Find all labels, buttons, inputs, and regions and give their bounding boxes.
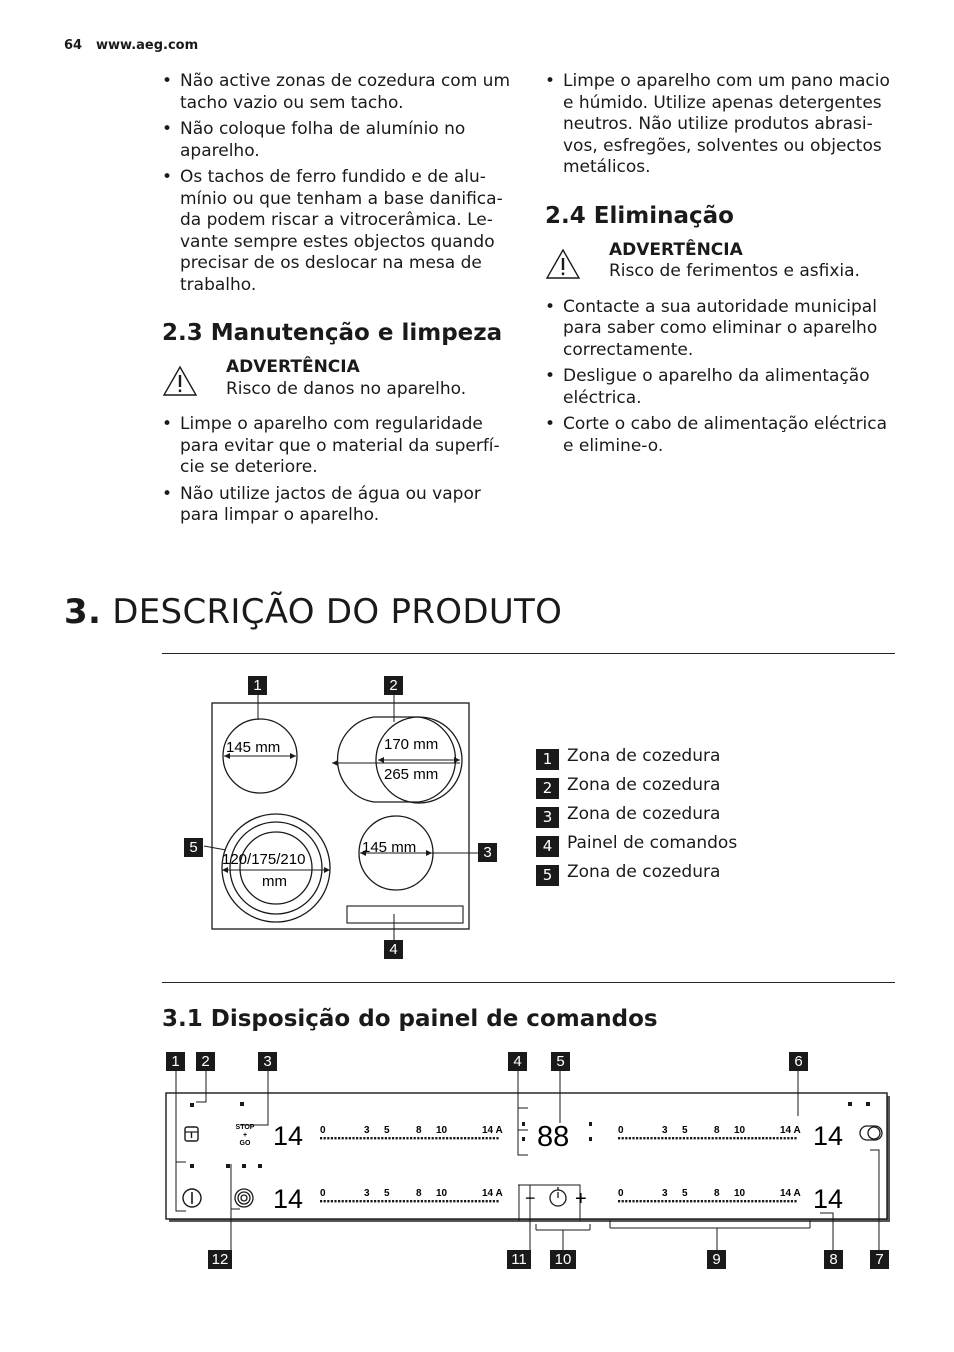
slider-segment: [629, 1200, 631, 1202]
slider-segment: [457, 1137, 459, 1139]
slider-segment: [622, 1200, 624, 1202]
callout-2: 2: [384, 676, 403, 695]
slider-segment: [744, 1200, 746, 1202]
slider-segment: [410, 1200, 412, 1202]
slider-segment: [385, 1200, 387, 1202]
slider-segment: [399, 1200, 401, 1202]
slider-segment: [428, 1200, 430, 1202]
timer-value: 88: [537, 1121, 570, 1153]
slider-segment: [683, 1200, 685, 1202]
slider-segment: [636, 1137, 638, 1139]
display-zone-1: 14: [273, 1121, 304, 1151]
slider-segment: [712, 1137, 714, 1139]
scale-label: 14 A: [780, 1125, 801, 1136]
slider-segment: [776, 1200, 778, 1202]
scale-label: 10: [734, 1188, 746, 1199]
slider-segment: [773, 1200, 775, 1202]
slider-segment: [650, 1200, 652, 1202]
slider-segment: [320, 1200, 322, 1202]
slider-segment: [406, 1200, 408, 1202]
control-panel-outline: [347, 906, 463, 923]
slider-segment: [622, 1137, 624, 1139]
slider-segment: [464, 1137, 466, 1139]
warning-title: ADVERTÊNCIA: [226, 357, 360, 377]
slider-segment: [360, 1137, 362, 1139]
slider-segment: [647, 1200, 649, 1202]
header-url[interactable]: www.aeg.com: [96, 38, 199, 53]
scale-label: 0: [618, 1125, 624, 1136]
slider-segment: [338, 1137, 340, 1139]
slider-segment: [686, 1200, 688, 1202]
slider-segment: [356, 1200, 358, 1202]
slider-segment: [342, 1200, 344, 1202]
slider-segment: [744, 1137, 746, 1139]
slider-segment: [791, 1200, 793, 1202]
slider-segment: [697, 1200, 699, 1202]
slider-segment: [349, 1200, 351, 1202]
slider-segment: [374, 1137, 376, 1139]
slider-segment: [417, 1200, 419, 1202]
scale-label: 5: [384, 1125, 390, 1136]
slider-segment: [737, 1137, 739, 1139]
slider-segment: [331, 1137, 333, 1139]
slider-segment: [766, 1137, 768, 1139]
slider-segment: [690, 1200, 692, 1202]
svg-text:GO: GO: [239, 1140, 251, 1147]
scale-label: 8: [416, 1188, 422, 1199]
scale-label: 5: [682, 1125, 688, 1136]
panel-callout-6: 6: [789, 1052, 808, 1071]
slider-segment: [737, 1200, 739, 1202]
slider-segment: [787, 1137, 789, 1139]
cooking-zone-5-outer: [222, 814, 330, 922]
slider-segment: [399, 1137, 401, 1139]
slider-segment: [647, 1137, 649, 1139]
scale-label: 14 A: [780, 1188, 801, 1199]
slider-segment: [625, 1200, 627, 1202]
slider-segment: [697, 1137, 699, 1139]
slider-segment: [392, 1200, 394, 1202]
slider-segment: [406, 1137, 408, 1139]
bullet-list-right-top: [545, 71, 901, 179]
slider-segment: [715, 1137, 717, 1139]
slider-segment: [435, 1137, 437, 1139]
slider-segment: [751, 1200, 753, 1202]
display-zone-2: 14: [273, 1184, 304, 1214]
section-3-1-heading: 3.1 Disposição do painel de comandos: [162, 1006, 658, 1032]
slider-segment: [334, 1200, 336, 1202]
chapter-heading: 3. DESCRIÇÃO DO PRODUTO: [64, 592, 563, 632]
slider-segment: [345, 1137, 347, 1139]
callout-5: 5: [184, 838, 203, 857]
slider-segment: [730, 1200, 732, 1202]
slider-segment: [654, 1137, 656, 1139]
panel-callout-4: 4: [508, 1052, 527, 1071]
panel-callout-11: 11: [507, 1250, 531, 1269]
slider-segment: [712, 1200, 714, 1202]
slider-segment: [381, 1200, 383, 1202]
scale-label: 10: [436, 1188, 448, 1199]
warning-icon: [545, 248, 581, 280]
timer-plus-button[interactable]: +: [575, 1188, 587, 1210]
slider-segment: [378, 1137, 380, 1139]
slider-segment: [446, 1137, 448, 1139]
slider-segment: [694, 1137, 696, 1139]
slider-segment: [780, 1200, 782, 1202]
slider-segment: [468, 1200, 470, 1202]
section-2-3-heading: 2.3 Manutenção e limpeza: [162, 320, 503, 346]
slider-segment: [435, 1200, 437, 1202]
slider-segment: [640, 1137, 642, 1139]
slider-segment: [676, 1200, 678, 1202]
slider-segment: [428, 1137, 430, 1139]
slider-segment: [740, 1200, 742, 1202]
slider-segment: [701, 1200, 703, 1202]
scale-label: 3: [662, 1125, 668, 1136]
slider-segment: [324, 1200, 326, 1202]
left-column: [162, 71, 522, 532]
callout-3: 3: [478, 843, 497, 862]
slider-segment: [762, 1200, 764, 1202]
slider-segment: [762, 1137, 764, 1139]
hob-diagram: [160, 670, 520, 970]
slider-segment: [460, 1137, 462, 1139]
slider-segment: [694, 1200, 696, 1202]
slider-segment: [468, 1137, 470, 1139]
slider-segment: [388, 1200, 390, 1202]
warning-block: [545, 240, 901, 283]
divider: [162, 653, 895, 654]
slider-segment: [665, 1137, 667, 1139]
display-zone-3: 14: [813, 1121, 844, 1151]
panel-callout-5: 5: [551, 1052, 570, 1071]
slider-segment: [496, 1200, 498, 1202]
right-column: [545, 71, 901, 462]
slider-segment: [701, 1137, 703, 1139]
slider-segment: [733, 1137, 735, 1139]
slider-segment: [396, 1137, 398, 1139]
list-item: • Não active zonas de cozedura com um tacho vazio ou sem tacho.: [162, 71, 522, 114]
slider-segment: [320, 1137, 322, 1139]
scale-label: 0: [320, 1188, 326, 1199]
slider-segment: [424, 1200, 426, 1202]
scale-label: 10: [436, 1125, 448, 1136]
slider-segment: [769, 1200, 771, 1202]
slider-segment: [672, 1137, 674, 1139]
zone3-dimension: 145 mm: [362, 839, 417, 856]
slider-segment: [439, 1200, 441, 1202]
slider-segment: [722, 1200, 724, 1202]
slider-segment: [471, 1137, 473, 1139]
scale-label: 5: [682, 1188, 688, 1199]
slider-segment: [625, 1137, 627, 1139]
scale-label: 3: [364, 1188, 370, 1199]
slider-segment: [679, 1137, 681, 1139]
slider-segment: [787, 1200, 789, 1202]
slider-segment: [632, 1137, 634, 1139]
list-item: • Contacte a sua autoridade municipal para saber como eliminar o aparelho correctamente.: [545, 297, 901, 362]
slider-segment: [791, 1137, 793, 1139]
slider-segment: [478, 1200, 480, 1202]
slider-segment: [748, 1200, 750, 1202]
slider-segment: [334, 1137, 336, 1139]
panel-callout-8: 8: [824, 1250, 843, 1269]
zone2-dimension-a: 170 mm: [384, 736, 439, 753]
slider-segment: [324, 1137, 326, 1139]
slider-segment: [640, 1200, 642, 1202]
scale-label: 3: [364, 1125, 370, 1136]
slider-segment: [338, 1200, 340, 1202]
slider-segment: [704, 1200, 706, 1202]
scale-label: 8: [714, 1188, 720, 1199]
slider-segment: [489, 1137, 491, 1139]
slider-segment: [367, 1137, 369, 1139]
slider-segment: [450, 1200, 452, 1202]
slider-segment: [755, 1200, 757, 1202]
slider-segment: [661, 1137, 663, 1139]
slider-segment: [755, 1137, 757, 1139]
list-item: • Limpe o aparelho com regularidade para evitar que o material da superfí- cie se deteriore.: [162, 414, 522, 479]
list-item: • Limpe o aparelho com um pano macio e húmido. Utilize apenas detergentes neutros. Não utilize produtos abrasi- vos, esfregões, solventes ou objectos metálicos.: [545, 71, 901, 179]
panel-callout-9: 9: [707, 1250, 726, 1269]
slider-segment: [748, 1137, 750, 1139]
slider-segment: [489, 1200, 491, 1202]
slider-segment: [478, 1137, 480, 1139]
zone2-dimension-b: 265 mm: [384, 766, 439, 783]
slider-segment: [421, 1200, 423, 1202]
slider-segment: [385, 1137, 387, 1139]
scale-label: 0: [618, 1188, 624, 1199]
list-item: • Corte o cabo de alimentação eléctrica e elimine-o.: [545, 414, 901, 457]
slider-segment: [363, 1137, 365, 1139]
slider-segment: [794, 1137, 796, 1139]
slider-segment: [352, 1200, 354, 1202]
slider-segment: [352, 1137, 354, 1139]
slider-segment: [751, 1137, 753, 1139]
panel-callout-12: 12: [208, 1250, 232, 1269]
slider-segment: [450, 1137, 452, 1139]
slider-segment: [658, 1137, 660, 1139]
slider-segment: [446, 1200, 448, 1202]
list-item: • Não coloque folha de alumínio no aparelho.: [162, 119, 522, 162]
display-zone-4: 14: [813, 1184, 844, 1214]
slider-segment: [658, 1200, 660, 1202]
slider-segment: [740, 1137, 742, 1139]
slider-segment: [363, 1200, 365, 1202]
zone5-dimension-line1: 120/175/210: [222, 851, 306, 868]
slider-segment: [453, 1137, 455, 1139]
slider-segment: [632, 1200, 634, 1202]
slider-segment: [327, 1200, 329, 1202]
slider-segment: [726, 1137, 728, 1139]
panel-callout-7: 7: [870, 1250, 889, 1269]
slider-segment: [432, 1200, 434, 1202]
slider-segment: [457, 1200, 459, 1202]
scale-label: 14 A: [482, 1125, 503, 1136]
slider-segment: [327, 1137, 329, 1139]
slider-segment: [704, 1137, 706, 1139]
slider-segment: [342, 1137, 344, 1139]
slider-segment: [650, 1137, 652, 1139]
slider-segment: [388, 1137, 390, 1139]
slider-segment: [672, 1200, 674, 1202]
panel-callout-1: 1: [166, 1052, 185, 1071]
slider-segment: [414, 1137, 416, 1139]
zone1-dimension: 145 mm: [226, 739, 281, 756]
warning-text: Risco de danos no aparelho.: [226, 378, 467, 399]
slider-segment: [784, 1200, 786, 1202]
slider-segment: [439, 1137, 441, 1139]
slider-segment: [414, 1200, 416, 1202]
slider-segment: [381, 1137, 383, 1139]
scale-label: 10: [734, 1125, 746, 1136]
panel-callout-2: 2: [196, 1052, 215, 1071]
slider-segment: [618, 1200, 620, 1202]
slider-segment: [730, 1137, 732, 1139]
slider-segment: [475, 1200, 477, 1202]
slider-segment: [794, 1200, 796, 1202]
slider-segment: [733, 1200, 735, 1202]
slider-segment: [349, 1137, 351, 1139]
scale-label: 3: [662, 1188, 668, 1199]
zone5-dimension-line2: mm: [262, 873, 287, 890]
panel-callout-10: 10: [550, 1250, 576, 1269]
scale-label: 8: [714, 1125, 720, 1136]
divider: [162, 982, 895, 983]
slider-segment: [776, 1137, 778, 1139]
slider-segment: [758, 1137, 760, 1139]
cooking-zone-5-middle: [230, 822, 322, 914]
slider-segment: [378, 1200, 380, 1202]
slider-segment: [356, 1137, 358, 1139]
section-2-4-heading: 2.4 Eliminação: [545, 202, 734, 229]
slider-segment: [417, 1137, 419, 1139]
slider-segment: [345, 1200, 347, 1202]
slider-segment: [636, 1200, 638, 1202]
cooking-zone-5-inner: [240, 832, 312, 904]
slider-segment: [643, 1200, 645, 1202]
warning-title: ADVERTÊNCIA: [609, 239, 743, 260]
slider-segment: [719, 1137, 721, 1139]
slider-segment: [403, 1137, 405, 1139]
slider-segment: [643, 1137, 645, 1139]
slider-segment: [403, 1200, 405, 1202]
slider-segment: [661, 1200, 663, 1202]
slider-segment: [482, 1200, 484, 1202]
slider-segment: [475, 1137, 477, 1139]
slider-segment: [758, 1200, 760, 1202]
warning-block: [162, 357, 522, 400]
callout-4: 4: [384, 940, 403, 959]
slider-segment: [726, 1200, 728, 1202]
slider-segment: [421, 1137, 423, 1139]
slider-segment: [471, 1200, 473, 1202]
slider-segment: [668, 1200, 670, 1202]
slider-segment: [715, 1200, 717, 1202]
bullet-list-2-3: [162, 414, 522, 527]
slider-segment: [686, 1137, 688, 1139]
slider-segment: [690, 1137, 692, 1139]
slider-segment: [773, 1137, 775, 1139]
slider-segment: [668, 1137, 670, 1139]
slider-segment: [766, 1200, 768, 1202]
slider-segment: [367, 1200, 369, 1202]
slider-segment: [331, 1200, 333, 1202]
slider-segment: [486, 1137, 488, 1139]
slider-segment: [432, 1137, 434, 1139]
slider-segment: [780, 1137, 782, 1139]
page-number: 64: [64, 38, 83, 53]
slider-segment: [460, 1200, 462, 1202]
list-item: • Desligue o aparelho da alimentação eléctrica.: [545, 366, 901, 409]
scale-label: 14 A: [482, 1188, 503, 1199]
slider-segment: [708, 1137, 710, 1139]
slider-segment: [370, 1137, 372, 1139]
slider-segment: [722, 1137, 724, 1139]
slider-segment: [442, 1137, 444, 1139]
panel-callout-3: 3: [258, 1052, 277, 1071]
scale-label: 8: [416, 1125, 422, 1136]
slider-segment: [370, 1200, 372, 1202]
scale-label: 0: [320, 1125, 326, 1136]
slider-segment: [482, 1137, 484, 1139]
slider-segment: [442, 1200, 444, 1202]
slider-segment: [396, 1200, 398, 1202]
slider-segment: [486, 1200, 488, 1202]
slider-segment: [453, 1200, 455, 1202]
slider-segment: [629, 1137, 631, 1139]
list-item: • Não utilize jactos de água ou vapor para limpar o aparelho.: [162, 484, 522, 527]
svg-text:+: +: [242, 1132, 248, 1139]
slider-segment: [784, 1137, 786, 1139]
warning-icon: [162, 365, 198, 397]
timer-minus-button[interactable]: −: [525, 1188, 536, 1208]
bullet-list-2-4: [545, 297, 901, 458]
slider-segment: [708, 1200, 710, 1202]
slider-segment: [493, 1200, 495, 1202]
slider-segment: [654, 1200, 656, 1202]
slider-segment: [618, 1137, 620, 1139]
slider-segment: [360, 1200, 362, 1202]
slider-segment: [424, 1137, 426, 1139]
warning-text: Risco de ferimentos e asfixia.: [609, 261, 860, 281]
slider-segment: [676, 1137, 678, 1139]
callout-1: 1: [248, 676, 267, 695]
slider-segment: [679, 1200, 681, 1202]
slider-segment: [769, 1137, 771, 1139]
slider-segment: [374, 1200, 376, 1202]
list-item: • Os tachos de ferro fundido e de alu- mínio ou que tenham a base danifica- da podem riscar a vitrocerâmica. Le- vante sempre estes objectos quando precisar de os deslocar na mesa de trabalho.: [162, 167, 522, 296]
slider-segment: [719, 1200, 721, 1202]
bullet-list-left-top: [162, 71, 522, 296]
slider-segment: [665, 1200, 667, 1202]
control-panel-diagram: [160, 1068, 900, 1253]
svg-text:STOP: STOP: [235, 1124, 255, 1131]
slider-segment: [410, 1137, 412, 1139]
slider-segment: [496, 1137, 498, 1139]
slider-segment: [683, 1137, 685, 1139]
slider-segment: [464, 1200, 466, 1202]
slider-segment: [493, 1137, 495, 1139]
scale-label: 5: [384, 1188, 390, 1199]
slider-segment: [392, 1137, 394, 1139]
